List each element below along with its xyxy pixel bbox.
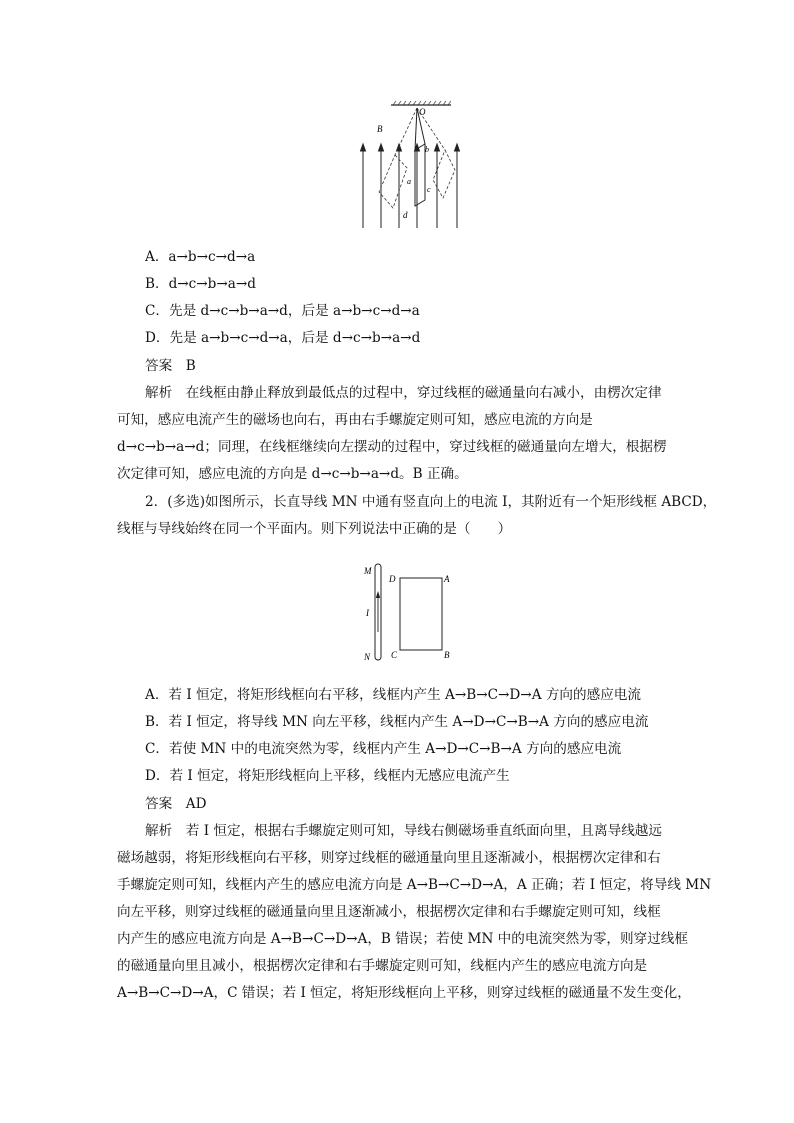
label-c: c — [427, 185, 431, 194]
q2-option-d: D．若 I 恒定，将矩形线框向上平移，线框内无感应电流产生 — [145, 768, 510, 784]
label-M: M — [364, 566, 372, 576]
q2-analysis-line-5: 内产生的感应电流方向是 A→B→C→D→A，B 错误；若使 MN 中的电流突然为零，则穿过线框 — [117, 931, 688, 947]
label-b: b — [425, 145, 429, 154]
label-I: I — [366, 608, 369, 618]
label-a: a — [407, 177, 411, 186]
q1-option-c: C．先是 d→c→b→a→d，后是 a→b→c→d→a — [145, 303, 420, 319]
q2-option-b: B．若 I 恒定，将导线 MN 向左平移，线框内产生 A→D→C→B→A 方向的感应电流 — [145, 714, 649, 730]
q2-analysis-line-7: A→B→C→D→A，C 错误；若 I 恒定，将矩形线框向上平移，则穿过线框的磁通量不发生变化， — [117, 985, 691, 1001]
q2-analysis-line-6: 的磁通量向里且减小，根据楞次定律和右手螺旋定则可知，线框内产生的感应电流方向是 — [117, 958, 648, 974]
q1-option-d: D．先是 a→b→c→d→a，后是 d→c→b→a→d — [145, 330, 421, 346]
wire-loop-diagram — [360, 560, 460, 666]
label-N: N — [364, 652, 371, 662]
label-A: A — [444, 574, 450, 584]
magnetic-field-arrows — [361, 144, 460, 228]
figure-pendulum-loop — [355, 100, 470, 232]
label-B: B — [377, 124, 383, 134]
q1-option-a: A．a→b→c→d→a — [145, 249, 256, 265]
q1-analysis-line-2: 可知，感应电流产生的磁场也向右，再由右手螺旋定则可知，感应电流的方向是 — [117, 412, 593, 428]
q1-analysis-line-1: 解析 在线框由静止释放到最低点的过程中，穿过线框的磁通量向右减小，由楞次定律 — [145, 385, 662, 401]
label-C: C — [391, 650, 398, 660]
label-B2: B — [444, 650, 450, 660]
pendulum-diagram — [355, 100, 470, 232]
q2-stem-line-1: 2．(多选)如图所示，长直导线 MN 中通有竖直向上的电流 I，其附近有一个矩形线框 ABCD， — [145, 494, 717, 510]
q2-option-a: A．若 I 恒定，将矩形线框向右平移，线框内产生 A→B→C→D→A 方向的感应电流 — [145, 687, 641, 703]
figure-wire-and-loop — [360, 560, 460, 666]
q2-answer: 答案 AD — [145, 796, 207, 812]
q2-stem-line-2: 线框与导线始终在同一个平面内。则下列说法中正确的是（ ） — [117, 521, 512, 537]
q2-analysis-line-3: 手螺旋定则可知，线框内产生的感应电流方向是 A→B→C→D→A，A 正确；若 I 恒定，将导线 MN — [117, 877, 712, 893]
q2-analysis-line-1: 解析 若 I 恒定，根据右手螺旋定则可知，导线右侧磁场垂直纸面向里，且离导线越远 — [145, 823, 662, 839]
q1-analysis-line-4: 次定律可知，感应电流的方向是 d→c→b→a→d。B 正确。 — [117, 466, 468, 482]
label-d: d — [403, 210, 408, 220]
q1-option-b: B．d→c→b→a→d — [145, 276, 256, 292]
loop-ABCD — [400, 578, 442, 650]
q1-analysis-line-3: d→c→b→a→d；同理，在线框继续向左摆动的过程中，穿过线框的磁通量向左增大，根据楞 — [117, 439, 667, 455]
label-D: D — [389, 574, 396, 584]
q2-option-c: C．若使 MN 中的电流突然为零，线框内产生 A→D→C→B→A 方向的感应电流 — [145, 741, 622, 757]
q2-analysis-line-2: 磁场越弱，将矩形线框向右平移，则穿过线框的磁通量向里且逐渐减小，根据楞次定律和右 — [117, 850, 661, 866]
q2-analysis-line-4: 向左平移，则穿过线框的磁通量向里且逐渐减小，根据楞次定律和右手螺旋定则可知，线框 — [117, 904, 661, 920]
label-O: O — [419, 107, 426, 117]
q1-answer: 答案 B — [145, 358, 196, 374]
